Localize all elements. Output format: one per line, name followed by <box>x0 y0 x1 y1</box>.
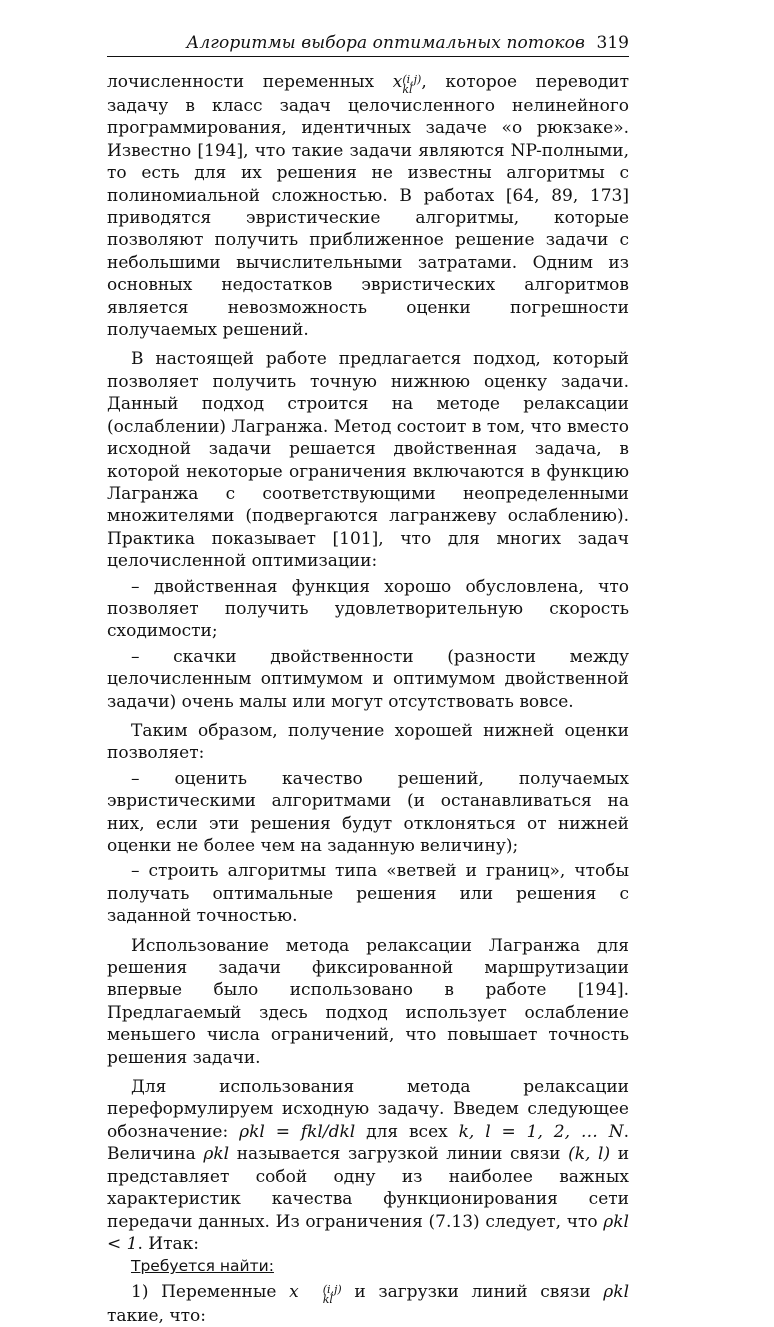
text-run: 1) Переменные <box>131 1281 277 1302</box>
math-base: x <box>289 1281 299 1302</box>
math-variable <box>392 72 422 96</box>
math-formula: ρkl <box>603 1281 630 1302</box>
math-formula: ρkl < 1 <box>107 1211 629 1254</box>
list-item-branch-bound: – строить алгоритмы типа «ветвей и границ», чтобы получать оптимальные решения или решения с заданной точностью. <box>107 861 629 927</box>
math-subscript: kl <box>402 83 413 96</box>
paragraph-lagrange-intro: В настоящей работе предлагается подход, который позволяет получить точную нижнюю оценку задачи. Данный подход строится на методе релаксации (ослаблении) Лагранжа. Метод состоит в том, что вместо исходной задачи решается двойственная задача, в которой некоторые ограничения включаются в функцию Лагранжа с соответствующими неопределенными множителями (подвергаются лагранжеву ослаблению). Практика показывает [101], что для многих задач целочисленной оптимизации: <box>107 349 629 572</box>
math-variable <box>289 1281 342 1306</box>
paragraph-routing: Использование метода релаксации Лагранжа для решения задачи фиксированной маршрутизации впервые было использовано в работе [194]. Предлагаемый здесь подход использует ослабление меньшего числа ограничений, что повышает точность решения задачи. <box>107 935 629 1068</box>
text-run: и представляет собой одну из наиболее важных характеристик качества функционирования сети передачи данных. Из ограничения (7.13) следует, что <box>107 1144 630 1232</box>
paragraph-variables <box>107 1281 629 1327</box>
math-formula: ρkl = fkl/dkl <box>239 1121 356 1142</box>
text-run: . Итак: <box>137 1233 199 1254</box>
required-label: Требуется найти: <box>131 1257 274 1276</box>
paragraph-reformulation <box>107 1076 629 1255</box>
required-heading <box>107 1255 629 1277</box>
page-number: 319 <box>596 33 629 53</box>
math-superscript: (i,j) <box>402 73 422 86</box>
math-base: x <box>392 72 403 92</box>
math-superscript: (i,j) <box>322 1282 342 1296</box>
text-run: такие, что: <box>107 1305 206 1326</box>
text-run: лочисленности переменных <box>107 72 375 92</box>
math-formula: (k, l) <box>568 1144 611 1165</box>
list-item-dual-function: – двойственная функция хорошо обусловлена, что позволяет получить удовлетворительную скорость сходимости; <box>107 576 629 642</box>
math-formula: ρkl <box>203 1144 230 1165</box>
text-run: называется загрузкой линии связи <box>236 1144 561 1165</box>
text-run: . Величина <box>107 1121 630 1165</box>
text-run: для всех <box>366 1121 448 1142</box>
text-run: Для использования метода релаксации переформулируем исходную задачу. Введем следующее обозначение: <box>107 1077 629 1142</box>
page-body <box>107 71 629 1327</box>
math-supsub <box>402 75 421 95</box>
list-item-heuristics: – оценить качество решений, получаемых эвристическими алгоритмами (и останавливаться на них, если эти решения будут отклоняться от нижней оценки не более чем на заданную величину); <box>107 768 629 856</box>
text-run: и загрузки линий связи <box>354 1281 591 1302</box>
running-header <box>107 30 629 57</box>
running-title: Алгоритмы выбора оптимальных потоков <box>186 33 585 53</box>
math-formula: k, l = 1, 2, … N <box>458 1121 624 1142</box>
list-item-duality-gap: – скачки двойственности (разности между целочисленным оптимумом и оптимумом двойственной задачи) очень малы или могут отсутствовать вовсе. <box>107 646 629 712</box>
math-supsub <box>299 1282 342 1306</box>
paragraph-continuation <box>107 71 629 341</box>
math-subscript: kl <box>322 1292 333 1306</box>
paragraph-lower-bound: Таким образом, получение хорошей нижней оценки позволяет: <box>107 720 629 764</box>
text-run: , которое переводит задачу в класс задач целочисленного нелинейного программирования, идентичных задаче «о рюкзаке». Известно [194], что такие задачи являются NP-полными, то есть для их решения не известны алгоритмы с полиномиальной сложностью. В работах [64, 89, 173] приводятся эвристические алгоритмы, которые позволяют получить приближенное решение задачи с небольшими вычислительными затратами. Одним из основных недостатков эвристических алгоритмов является невозможность оценки погрешности получаемых решений. <box>107 72 629 341</box>
